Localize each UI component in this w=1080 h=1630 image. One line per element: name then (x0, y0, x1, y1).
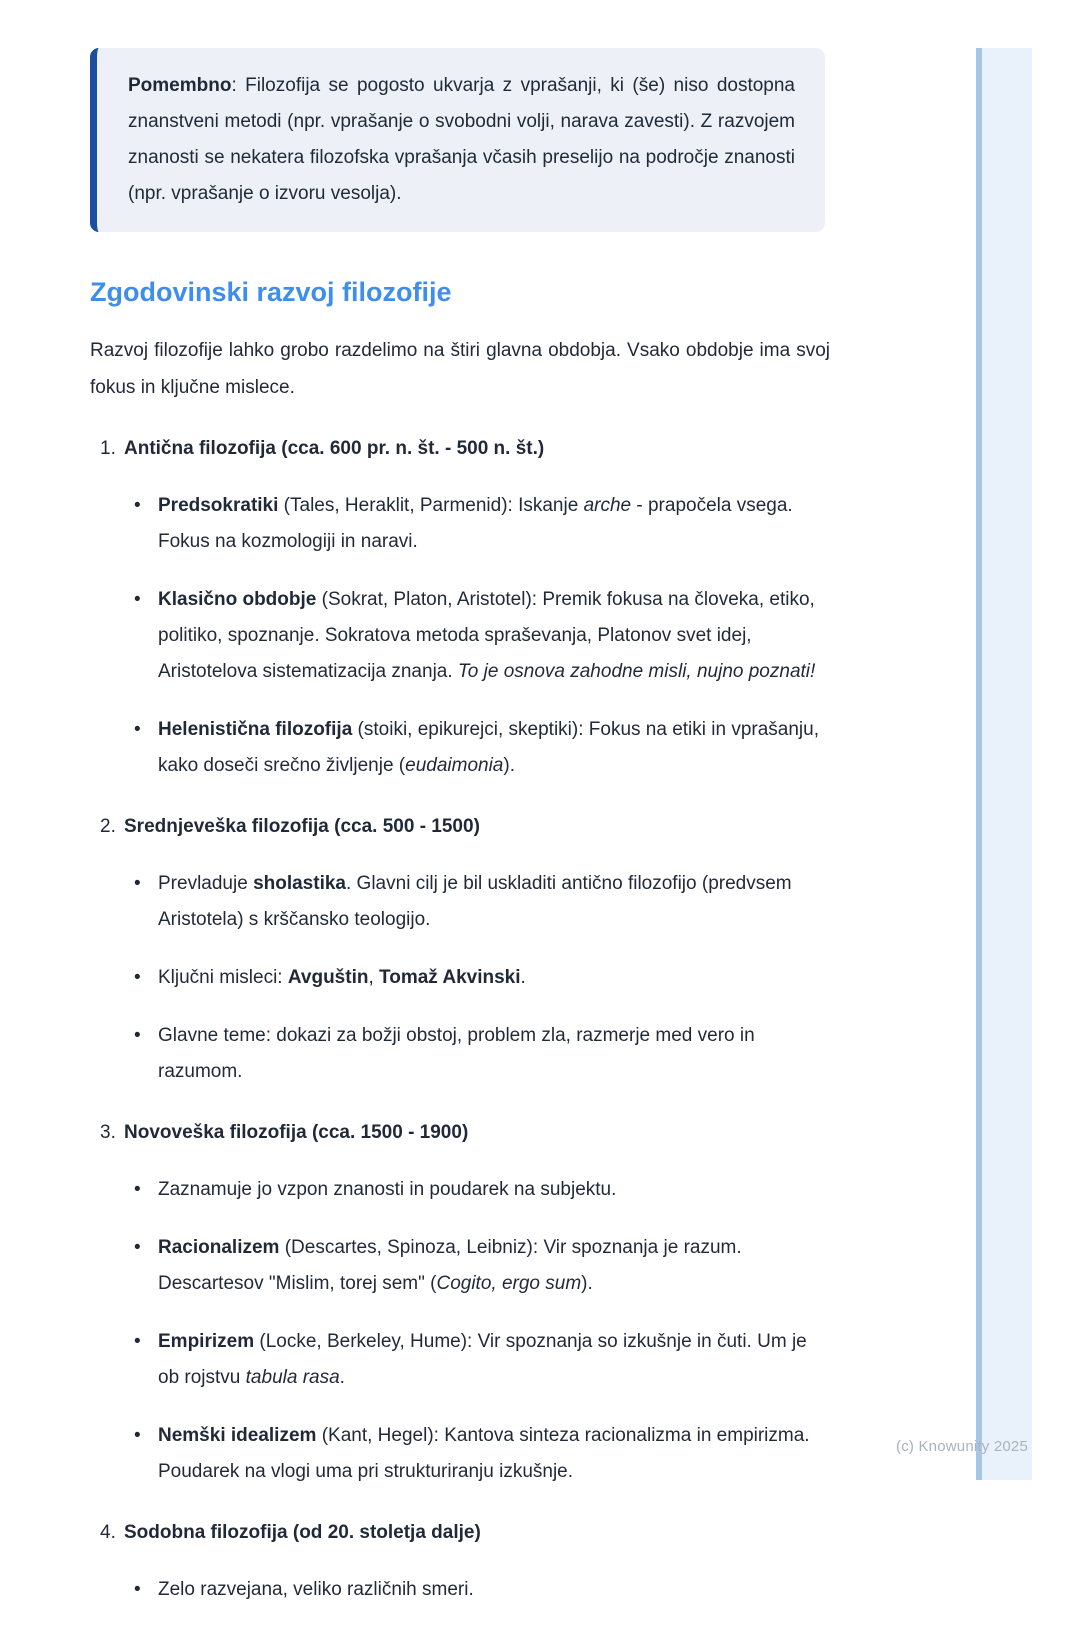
important-callout (90, 48, 825, 232)
page-edge-strip (976, 48, 1032, 1480)
document-content (90, 48, 830, 1630)
bullet-text: Nemški idealizem (Kant, Hegel): Kantova sinteza racionalizma in empirizma. Poudarek na vlogi uma pri strukturiranju izkušnje. (158, 1425, 810, 1482)
list-item-number: 2. (100, 816, 116, 837)
list-item-title (90, 1120, 830, 1146)
watermark: (c) Knowunity 2025 (896, 1438, 1029, 1455)
bullet-text: Zaznamuje jo vzpon znanosti in poudarek na subjektu. (158, 1179, 617, 1200)
bullet-item (90, 712, 830, 784)
bullet-icon: • (134, 1025, 141, 1046)
list-item-title-text: Srednjeveška filozofija (cca. 500 - 1500) (124, 816, 480, 837)
list-item-number: 3. (100, 1122, 116, 1143)
callout-text: Pomembno: Filozofija se pogosto ukvarja z vprašanji, ki (še) niso dostopna znanstveni metodi (npr. vprašanje o svobodni volji, narava zavesti). Z razvojem znanosti se nekatera filozofska vprašanja včasih preselijo na področje znanosti (npr. vprašanje o izvoru vesolja). (128, 75, 795, 204)
numbered-list (90, 436, 830, 1608)
list-item-number: 4. (100, 1522, 116, 1543)
bullet-text: Ključni misleci: Avguštin, Tomaž Akvinski. (158, 967, 526, 988)
list-item-title (90, 814, 830, 840)
bullet-text: Klasično obdobje (Sokrat, Platon, Aristotel): Premik fokusa na človeka, etiko, politiko, spoznanje. Sokratova metoda spraševanja, Platonov svet idej, Aristotelova sistematizacija znanja. To je osnova zahodne misli, nujno poznati! (158, 589, 816, 682)
list-item-title (90, 1520, 830, 1546)
list-item-title-text: Novoveška filozofija (cca. 1500 - 1900) (124, 1122, 469, 1143)
bullet-icon: • (134, 719, 141, 740)
bullet-icon: • (134, 967, 141, 988)
bullet-item (90, 866, 830, 938)
list-item-title-text: Antična filozofija (cca. 600 pr. n. št. - 500 n. št.) (124, 438, 545, 459)
bullet-item (90, 1018, 830, 1090)
bullet-item (90, 1324, 830, 1396)
bullet-text: Helenistična filozofija (stoiki, epikurejci, skeptiki): Fokus na etiki in vprašanju, kako doseči srečno življenje (eudaimonia). (158, 719, 819, 776)
bullet-text: Empirizem (Locke, Berkeley, Hume): Vir spoznanja so izkušnje in čuti. Um je ob rojstvu tabula rasa. (158, 1331, 807, 1388)
bullet-icon: • (134, 1179, 141, 1200)
list-item-number: 1. (100, 438, 116, 459)
bullet-text: Predsokratiki (Tales, Heraklit, Parmenid): Iskanje arche - prapočela vsega. Fokus na kozmologiji in naravi. (158, 495, 793, 552)
bullet-item (90, 488, 830, 560)
section-heading: Zgodovinski razvoj filozofije (90, 277, 452, 307)
bullet-text: Prevladuje sholastika. Glavni cilj je bil uskladiti antično filozofijo (predvsem Aristotela) s krščansko teologijo. (158, 873, 792, 930)
bullet-item (90, 1572, 830, 1608)
bullet-item (90, 960, 830, 996)
bullet-icon: • (134, 1425, 141, 1446)
list-item-title-text: Sodobna filozofija (od 20. stoletja dalje) (124, 1522, 481, 1543)
bullet-text: Glavne teme: dokazi za božji obstoj, problem zla, razmerje med vero in razumom. (158, 1025, 755, 1082)
bullet-item (90, 1418, 830, 1490)
bullet-icon: • (134, 1579, 141, 1600)
bullet-item (90, 1172, 830, 1208)
bullet-item (90, 582, 830, 690)
intro-paragraph: Razvoj filozofije lahko grobo razdelimo na štiri glavna obdobja. Vsako obdobje ima svoj fokus in ključne mislece. (90, 340, 830, 398)
list-item-title (90, 436, 830, 462)
bullet-icon: • (134, 495, 141, 516)
bullet-text: Zelo razvejana, veliko različnih smeri. (158, 1579, 474, 1600)
bullet-icon: • (134, 1331, 141, 1352)
bullet-icon: • (134, 1237, 141, 1258)
bullet-icon: • (134, 589, 141, 610)
bullet-icon: • (134, 873, 141, 894)
bullet-item (90, 1230, 830, 1302)
bullet-text: Racionalizem (Descartes, Spinoza, Leibniz): Vir spoznanja je razum. Descartesov "Mislim, torej sem" (Cogito, ergo sum). (158, 1237, 742, 1294)
